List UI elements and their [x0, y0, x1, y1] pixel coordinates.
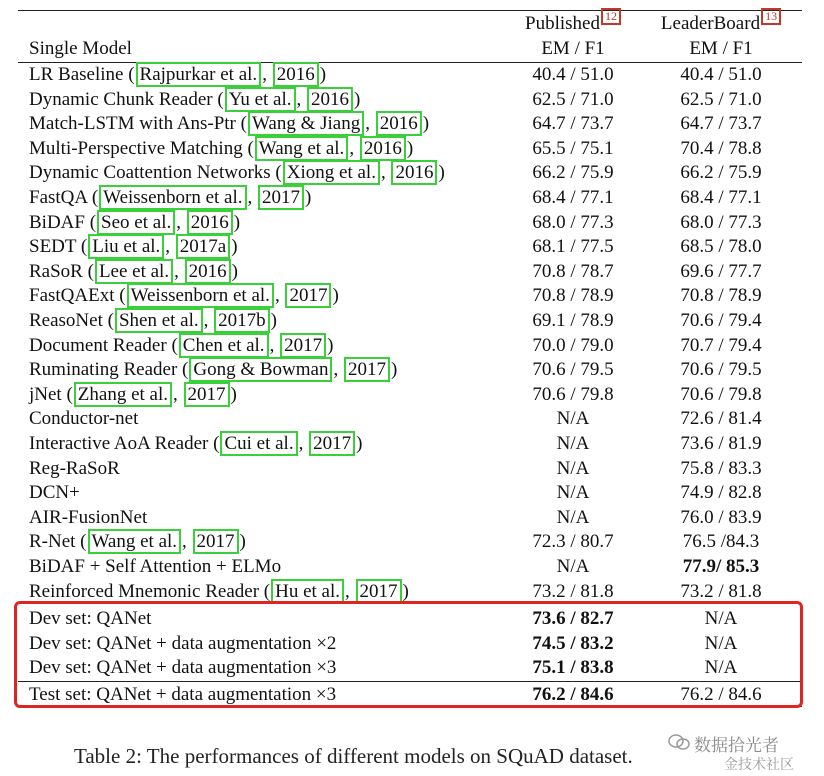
model-name-text: Reinforced Mnemonic Reader (: [29, 580, 271, 602]
citation-close: ): [390, 359, 398, 381]
table-row: [0, 211, 824, 236]
table-row: [0, 63, 824, 88]
citation-separator: ,: [176, 211, 186, 233]
model-name-text: Ruminating Reader (: [29, 359, 189, 381]
citation-author-link[interactable]: Gong & Bowman: [189, 357, 332, 382]
model-name-text: Conductor-net: [29, 408, 139, 430]
citation-year-link[interactable]: 2017: [280, 333, 326, 358]
model-name: [29, 211, 240, 235]
model-name-text: BiDAF (: [29, 211, 97, 233]
model-name-text: Document Reader (: [29, 334, 178, 356]
table-row: [0, 481, 824, 506]
citation-year-link[interactable]: 2016: [273, 62, 319, 87]
citation-separator: ,: [349, 137, 359, 159]
published-score: 70.0 / 79.0: [532, 334, 614, 356]
citation-separator: ,: [182, 531, 192, 553]
model-name-text: RaSoR (: [29, 260, 94, 282]
citation-year-link[interactable]: 2016: [185, 259, 231, 284]
model-name: [29, 432, 362, 456]
published-label: Published: [525, 13, 600, 34]
model-name: [29, 112, 429, 136]
model-name: [29, 407, 138, 431]
citation-author-link[interactable]: Wang & Jiang: [248, 111, 364, 136]
model-name: [29, 284, 339, 308]
leaderboard-score: 70.6 / 79.8: [680, 383, 762, 405]
published-ref[interactable]: 12: [601, 8, 621, 25]
model-name-text: jNet (: [29, 383, 73, 405]
model-name: [29, 137, 413, 161]
citation-year-link[interactable]: 2017a: [176, 234, 230, 259]
citation-separator: ,: [365, 113, 375, 135]
model-name-text: Match-LSTM with Ans-Ptr (: [29, 113, 247, 135]
watermark-line1: 数据拾光者: [694, 736, 779, 756]
citation-year-link[interactable]: 2017: [193, 529, 239, 554]
model-name: [29, 555, 281, 579]
model-name: [29, 383, 237, 407]
published-score: 65.5 / 75.1: [532, 137, 614, 159]
published-score: 70.8 / 78.9: [532, 285, 614, 307]
leaderboard-score: 68.4 / 77.1: [680, 187, 762, 208]
table-row: [0, 457, 824, 482]
citation-author-link[interactable]: Zhang et al.: [74, 382, 172, 407]
citation-separator: ,: [274, 285, 285, 307]
citation-author-link[interactable]: Shen et al.: [115, 308, 203, 333]
citation-author-link[interactable]: Chen et al.: [179, 333, 269, 358]
leaderboard-score: 76.0 / 83.9: [680, 506, 762, 528]
leaderboard-score: 76.5 /84.3: [682, 531, 760, 553]
model-name-text: Dynamic Coattention Networks (: [29, 162, 282, 184]
model-name-text: Test set: QANet + data augmentation ×3: [29, 684, 337, 705]
leaderboard-header: [636, 9, 806, 35]
leaderboard-score: N/A: [704, 657, 738, 679]
leaderboard-label: LeaderBoard: [660, 13, 761, 34]
citation-year-link[interactable]: 2017b: [214, 308, 270, 333]
table-row: [0, 137, 824, 162]
leaderboard-score: 62.5 / 71.0: [680, 88, 762, 110]
citation-author-link[interactable]: Rajpurkar et al.: [136, 62, 262, 87]
citation-year-link[interactable]: 2016: [391, 160, 437, 185]
metric-leaderboard: EM / F1: [689, 38, 753, 59]
table-row: [0, 383, 824, 408]
leaderboard-score: N/A: [704, 608, 738, 630]
citation-separator: ,: [203, 310, 214, 331]
citation-close: ): [233, 211, 241, 233]
leaderboard-score: 73.2 / 81.8: [680, 580, 762, 602]
published-score: 64.7 / 73.7: [532, 113, 614, 135]
model-name: [29, 506, 147, 530]
published-score: 74.5 / 83.2: [532, 632, 614, 654]
leaderboard-score: 76.2 / 84.6: [680, 684, 762, 705]
citation-close: ): [406, 137, 414, 159]
table-row: [0, 555, 824, 580]
published-score: 68.0 / 77.3: [532, 211, 614, 233]
leaderboard-score: 70.8 / 78.9: [680, 285, 762, 307]
leaderboard-score: 69.6 / 77.7: [680, 260, 762, 282]
model-name: [29, 334, 333, 358]
model-name: [29, 186, 311, 210]
leaderboard-score: 66.2 / 75.9: [680, 162, 762, 184]
citation-separator: ,: [333, 359, 343, 381]
published-score: 73.6 / 82.7: [532, 608, 614, 630]
table-row: [0, 284, 824, 309]
published-score: 62.5 / 71.0: [532, 88, 614, 110]
model-name: [29, 260, 238, 284]
citation-separator: ,: [247, 187, 258, 208]
model-name: [29, 481, 80, 505]
table-row: [0, 88, 824, 113]
published-score: 72.3 / 80.7: [532, 531, 614, 553]
citation-author-link[interactable]: Wang et al.: [255, 136, 349, 161]
model-name-text: Dynamic Chunk Reader (: [29, 88, 224, 110]
top-rule: [18, 10, 802, 11]
citation-close: ): [402, 580, 409, 602]
model-name-text: AIR-FusionNet: [29, 506, 148, 528]
citation-year-link[interactable]: 2016: [187, 210, 233, 235]
published-score: N/A: [556, 556, 590, 577]
published-score: N/A: [556, 457, 590, 479]
citation-author-link[interactable]: Wang et al.: [88, 529, 182, 554]
published-header: [488, 9, 658, 35]
table-row: [0, 334, 824, 359]
model-name-text: FastQA (: [29, 187, 99, 208]
leaderboard-score: 70.6 / 79.5: [680, 359, 762, 381]
leaderboard-score: 40.4 / 51.0: [680, 64, 762, 85]
citation-close: ): [356, 433, 363, 454]
model-name-text: FastQAExt (: [29, 285, 126, 307]
citation-author-link[interactable]: Liu et al.: [88, 234, 164, 259]
published-score: 70.6 / 79.5: [532, 359, 614, 381]
table-row: [0, 235, 824, 260]
leaderboard-score: 75.8 / 83.3: [680, 457, 762, 479]
table-row: [0, 112, 824, 137]
citation-close: ): [438, 162, 445, 184]
model-name-text: BiDAF + Self Attention + ELMo: [29, 556, 282, 577]
table-row: [0, 432, 824, 457]
citation-close: ): [231, 260, 238, 282]
leaderboard-score: 68.5 / 78.0: [680, 236, 762, 258]
citation-separator: ,: [262, 64, 272, 85]
model-name-text: Interactive AoA Reader (: [29, 433, 220, 454]
citation-year-link[interactable]: 2017: [285, 283, 331, 308]
citation-year-link[interactable]: 2017: [258, 185, 304, 210]
citation-close: ): [305, 187, 312, 208]
table-row: [0, 260, 824, 285]
citation-separator: ,: [174, 260, 184, 282]
citation-separator: ,: [173, 383, 183, 405]
published-score: 76.2 / 84.6: [532, 684, 614, 705]
published-score: 75.1 / 83.8: [532, 657, 614, 679]
leaderboard-score: 68.0 / 77.3: [680, 211, 762, 233]
citation-close: ): [230, 383, 237, 405]
model-name: [29, 235, 238, 259]
citation-close: ): [422, 113, 430, 135]
citation-year-link[interactable]: 2017: [309, 431, 355, 456]
citation-separator: ,: [345, 580, 355, 602]
table-row: [0, 530, 824, 555]
citation-close: ): [270, 310, 277, 331]
table-row: [0, 161, 824, 186]
leaderboard-score: 74.9 / 82.8: [680, 482, 762, 504]
model-name: [29, 88, 360, 112]
model-name-text: ReasoNet (: [29, 310, 114, 331]
citation-separator: ,: [298, 433, 309, 454]
table-row: [0, 506, 824, 531]
leaderboard-score: 77.9/ 85.3: [682, 556, 760, 577]
leaderboard-score: 73.6 / 81.9: [680, 433, 762, 454]
model-name-text: DCN+: [29, 482, 80, 504]
citation-author-link[interactable]: Hu et al.: [271, 579, 344, 604]
published-score: 70.6 / 79.8: [532, 383, 614, 405]
model-name: [29, 63, 326, 87]
citation-year-link[interactable]: 2016: [376, 111, 422, 136]
model-name: [29, 580, 409, 604]
citation-year-link[interactable]: 2016: [360, 136, 406, 161]
citation-author-link[interactable]: Weissenborn et al.: [127, 283, 274, 308]
published-score: 68.4 / 77.1: [532, 187, 614, 208]
leaderboard-score: 70.6 / 79.4: [680, 310, 762, 331]
table-caption: Table 2: The performances of different models on SQuAD dataset.: [74, 744, 633, 768]
watermark-line2: 金技术社区: [724, 757, 794, 773]
leaderboard-score: 70.7 / 79.4: [680, 334, 762, 356]
citation-separator: ,: [165, 236, 175, 258]
published-score: 68.1 / 77.5: [532, 236, 614, 258]
citation-year-link[interactable]: 2017: [356, 579, 402, 604]
model-name-text: Multi-Perspective Matching (: [29, 137, 254, 159]
table-row: [0, 407, 824, 432]
citation-author-link[interactable]: Weissenborn et al.: [99, 185, 246, 210]
citation-close: ): [332, 285, 339, 307]
model-name-text: LR Baseline (: [29, 64, 135, 85]
citation-author-link[interactable]: Cui et al.: [220, 431, 297, 456]
published-score: 69.1 / 78.9: [532, 310, 614, 331]
published-score: 70.8 / 78.7: [532, 260, 614, 282]
published-score: N/A: [556, 408, 590, 430]
citation-author-link[interactable]: Seo et al.: [97, 210, 175, 235]
leaderboard-score: 70.4 / 78.8: [680, 137, 762, 159]
published-score: 40.4 / 51.0: [532, 64, 614, 85]
published-score: N/A: [556, 506, 590, 528]
citation-year-link[interactable]: 2017: [184, 382, 230, 407]
citation-close: ): [327, 334, 334, 356]
published-score: N/A: [556, 433, 590, 454]
citation-close: ): [354, 88, 361, 110]
citation-close: ): [239, 531, 246, 553]
leaderboard-score: N/A: [704, 632, 738, 654]
model-name-text: SEDT (: [29, 236, 88, 258]
citation-separator: ,: [269, 334, 280, 356]
model-name-text: Dev set: QANet + data augmentation ×3: [29, 657, 337, 679]
citation-close: ): [319, 64, 327, 85]
model-col-header: Single Model: [29, 38, 132, 59]
published-score: 66.2 / 75.9: [532, 162, 614, 184]
citation-separator: ,: [380, 162, 391, 184]
model-name-text: R-Net (: [29, 531, 87, 553]
metric-published: EM / F1: [541, 38, 605, 59]
citation-year-link[interactable]: 2017: [344, 357, 390, 382]
model-name: [29, 161, 445, 185]
table-row: [0, 309, 824, 334]
model-name: [29, 457, 120, 481]
model-name-text: Dev set: QANet + data augmentation ×2: [29, 632, 337, 654]
citation-year-link[interactable]: 2016: [307, 87, 353, 112]
model-name-text: Reg-RaSoR: [29, 457, 120, 479]
table-row: [0, 186, 824, 211]
qanet-highlight-box: [14, 601, 803, 708]
citation-author-link[interactable]: Lee et al.: [95, 259, 173, 284]
wechat-icon: [668, 733, 690, 751]
model-name: [29, 309, 277, 333]
citation-author-link[interactable]: Xiong et al.: [283, 160, 380, 185]
model-name-text: Dev set: QANet: [29, 608, 152, 630]
model-name: [29, 530, 246, 554]
published-score: N/A: [556, 482, 590, 504]
citation-author-link[interactable]: Yu et al.: [225, 87, 296, 112]
model-name: [29, 358, 397, 382]
published-score: 73.2 / 81.8: [532, 580, 614, 602]
leaderboard-score: 72.6 / 81.4: [680, 408, 762, 430]
leaderboard-ref[interactable]: 13: [761, 8, 781, 25]
table-row: [0, 358, 824, 383]
citation-separator: ,: [296, 88, 306, 110]
citation-close: ): [231, 236, 238, 258]
leaderboard-score: 64.7 / 73.7: [680, 113, 762, 135]
